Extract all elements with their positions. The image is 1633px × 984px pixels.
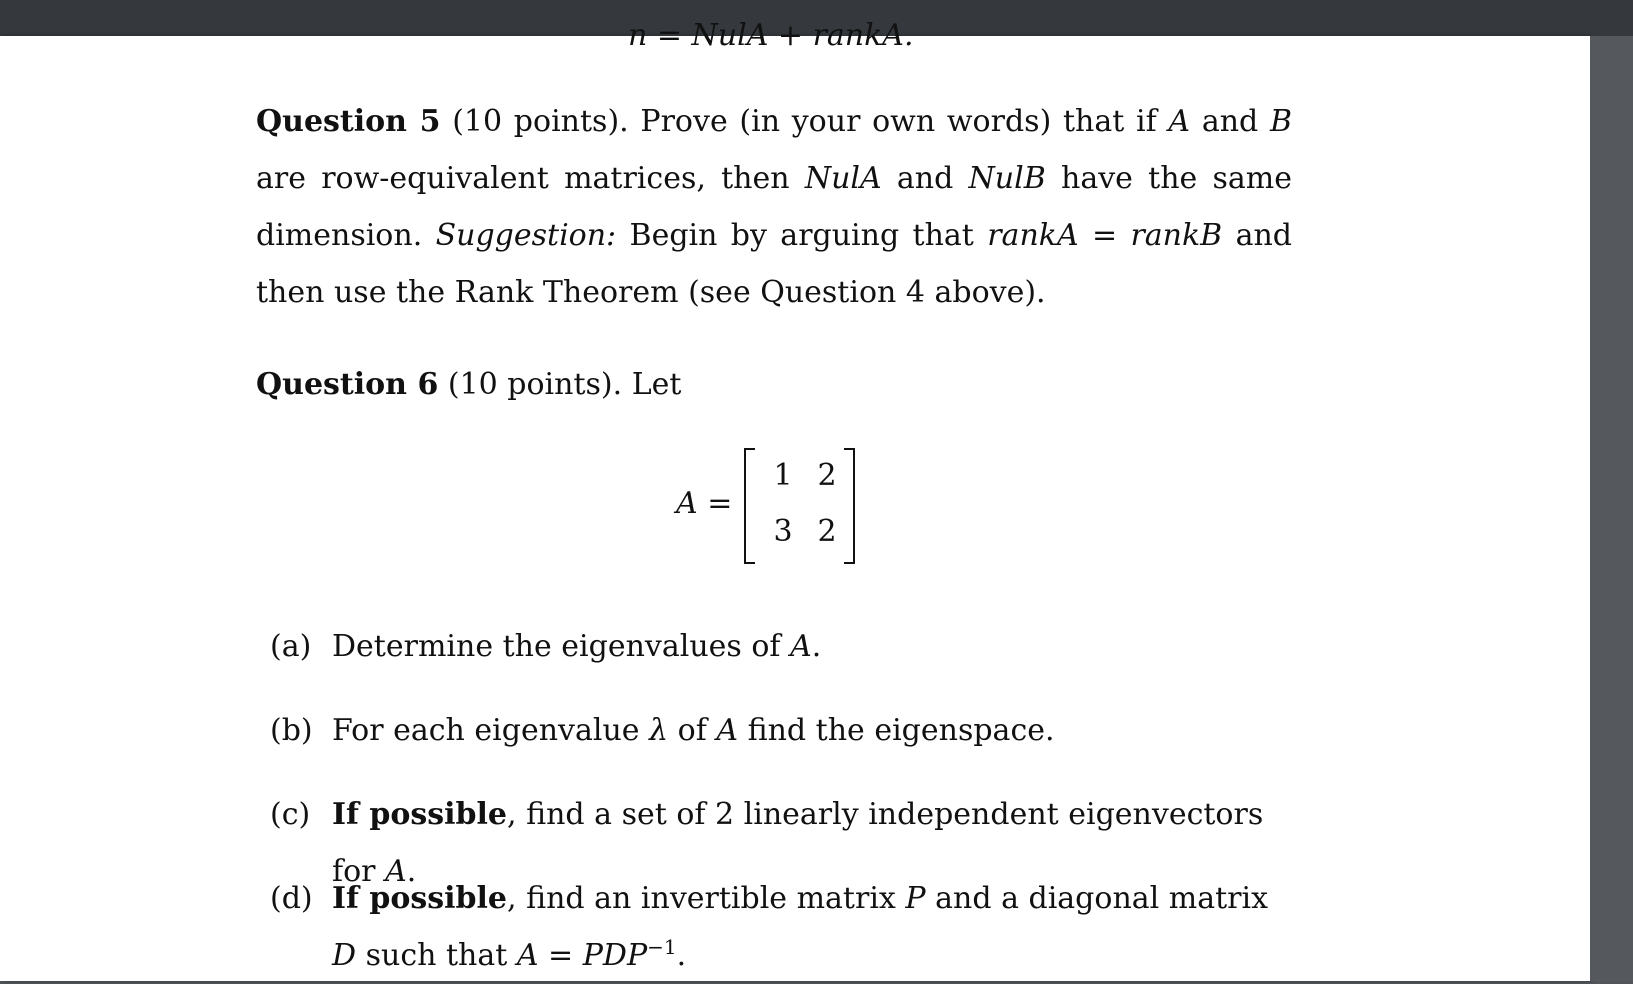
part-d: [270, 870, 1300, 984]
part-d-text-1: , find an invertible matrix: [507, 881, 896, 916]
matrix-left-bracket: [744, 448, 755, 564]
part-d-equation: A = PDP: [516, 938, 648, 973]
part-b-lambda: λ: [649, 713, 669, 748]
part-d-superscript: −1: [647, 935, 677, 959]
q5-text-2: and: [1201, 104, 1259, 139]
question-6-points: (10 points).: [447, 367, 623, 402]
viewer-right-gutter: [1590, 36, 1633, 981]
q5-text-4: and: [896, 161, 954, 196]
part-d-label: (d): [270, 881, 313, 916]
part-c-bold: If possible: [332, 797, 508, 832]
part-d-text-2: and a diagonal matrix: [935, 881, 1269, 916]
part-a-label: (a): [270, 629, 312, 664]
part-a-math: A: [790, 629, 812, 664]
q5-text-3: are row-equivalent matrices, then: [256, 161, 790, 196]
part-b-text-1: For each eigenvalue: [332, 713, 640, 748]
q5-var-b: B: [1269, 104, 1292, 139]
question-5-points: (10 points).: [452, 104, 629, 139]
part-a: [270, 618, 1300, 675]
q5-nul-a: NulA: [804, 161, 882, 196]
question-5-heading: Question 5: [256, 104, 441, 139]
matrix-cell: 2: [817, 458, 837, 493]
part-a-period: .: [811, 629, 822, 664]
part-d-text-3: such that: [365, 938, 508, 973]
part-c-period: .: [406, 854, 417, 889]
part-d-math-p: P: [905, 881, 926, 916]
q5-text-7: and then use the Rank Theorem (see Question 4 above).: [256, 218, 1293, 310]
part-c-label: (c): [270, 797, 311, 832]
part-b-text-2: of: [677, 713, 707, 748]
part-d-math-d: D: [332, 938, 357, 973]
part-b-math-a: A: [716, 713, 739, 748]
matrix-cell: 2: [817, 514, 837, 549]
part-b: [270, 702, 1300, 759]
part-b-label: (b): [270, 713, 313, 748]
cut-off-equation: n = NulA + rankA.: [628, 18, 914, 53]
q5-nul-b: NulB: [968, 161, 1046, 196]
matrix-cell: 3: [773, 514, 793, 549]
part-d-bold: If possible: [332, 881, 508, 916]
q5-rank-equation: rankA = rankB: [987, 218, 1223, 253]
matrix-cell: 1: [773, 458, 793, 493]
part-c-text: , find a set of 2 linearly independent eigenvectors for: [332, 797, 1264, 889]
part-c-math: A: [385, 854, 407, 889]
part-a-text: Determine the eigenvalues of: [332, 629, 781, 664]
question-6-intro: Let: [631, 367, 682, 402]
q5-var-a: A: [1168, 104, 1191, 139]
part-d-period: .: [676, 938, 687, 973]
part-b-text-3: find the eigenspace.: [747, 713, 1055, 748]
matrix-label: A =: [676, 486, 733, 521]
q5-text-1: Prove (in your own words) that if: [640, 104, 1157, 139]
q5-suggestion-label: Suggestion:: [435, 218, 617, 253]
matrix-right-bracket: [844, 448, 855, 564]
q5-text-6: Begin by arguing that: [629, 218, 974, 253]
question-6-heading: Question 6: [256, 367, 439, 402]
q5-text-5: have the same dimension.: [256, 161, 1292, 253]
question-6: [256, 356, 1292, 413]
document-page: [0, 18, 1590, 981]
question-5: [256, 93, 1292, 321]
